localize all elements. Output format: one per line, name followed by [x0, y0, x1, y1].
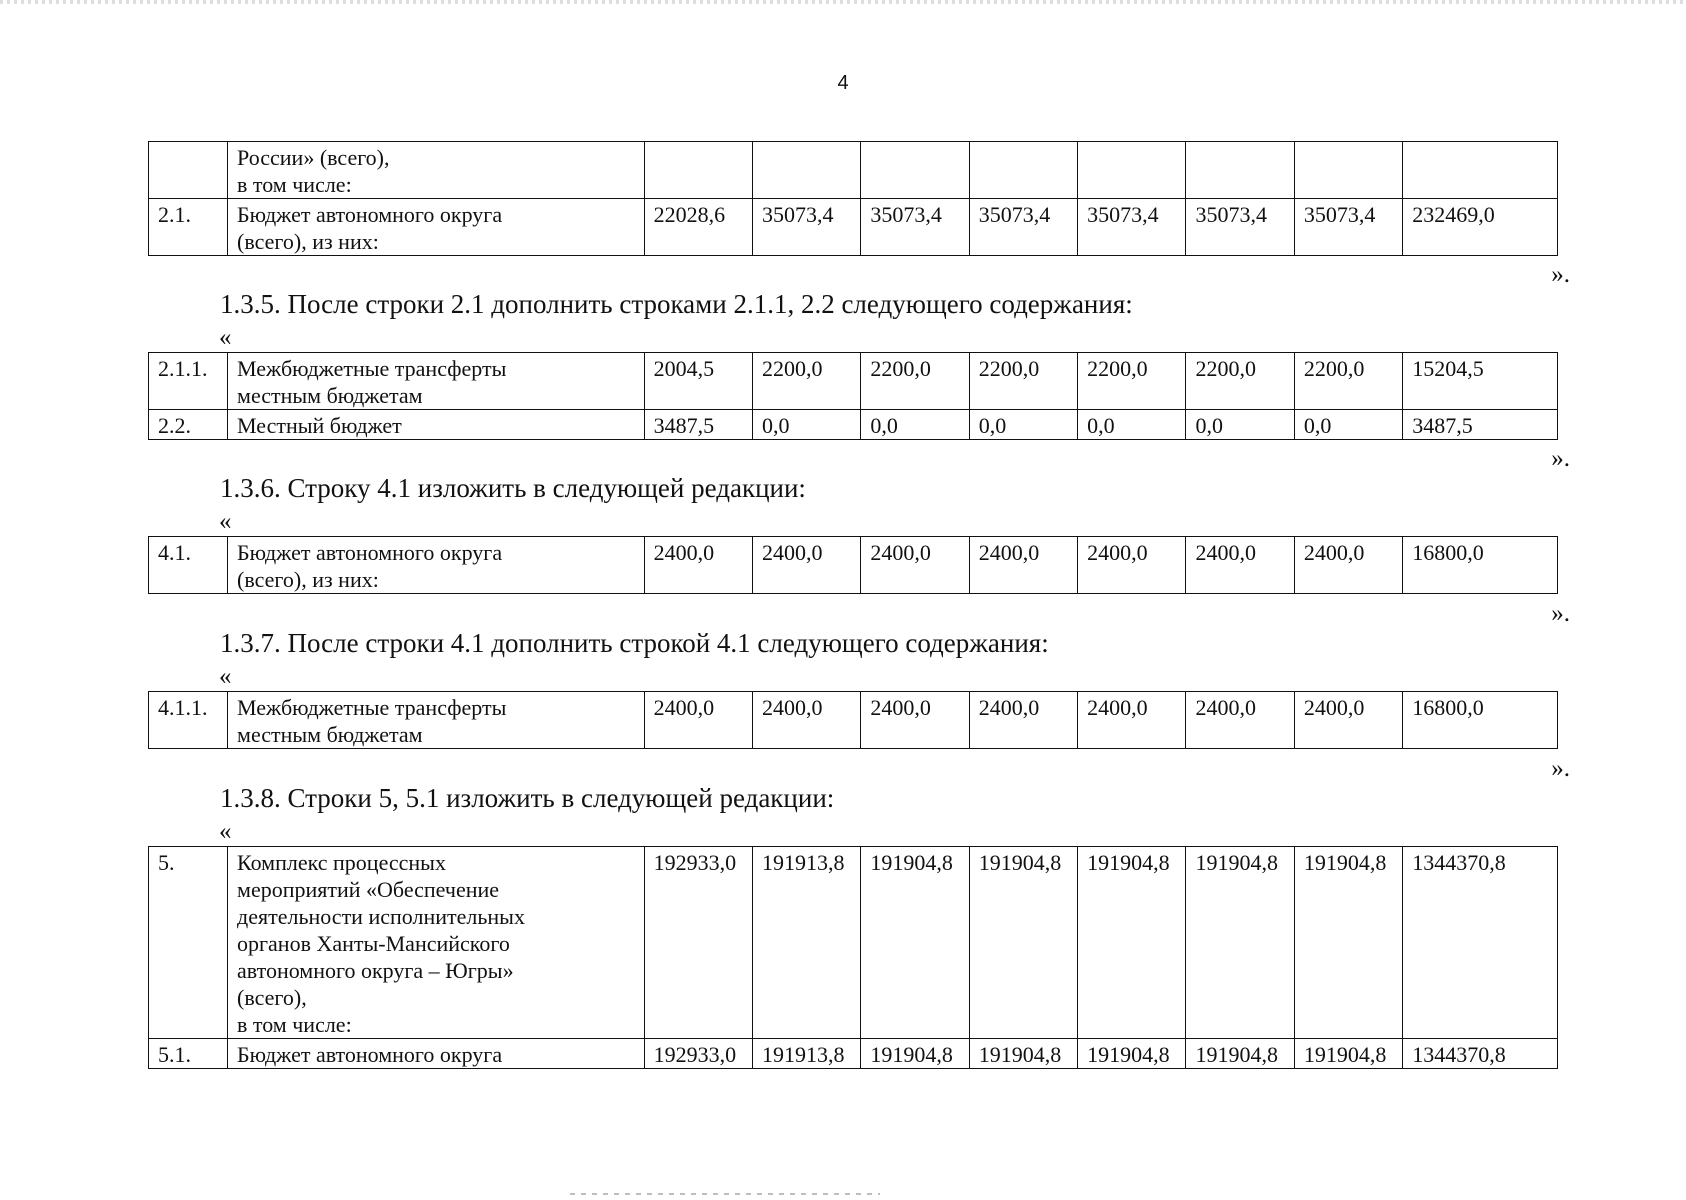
- row-name-line: автономного округа – Югры»: [237, 958, 514, 983]
- table-row: [149, 847, 1558, 1039]
- year-value-cell: 0,0: [752, 410, 860, 440]
- amendment-heading-1-3-5: 1.3.5. После строки 2.1 дополнить строками 2.1.1, 2.2 следующего содержания:: [220, 289, 1133, 319]
- row-name-line: деятельности исполнительных: [237, 904, 525, 929]
- opening-quote: «: [219, 663, 232, 690]
- year-value-cell: 2400,0: [861, 537, 969, 594]
- total-value-cell: [1403, 142, 1558, 199]
- year-value-cell: 35073,4: [969, 199, 1077, 256]
- row-name-line: (всего), из них:: [237, 229, 379, 254]
- total-value-cell: 15204,5: [1403, 353, 1558, 410]
- year-value-cell: 0,0: [1294, 410, 1402, 440]
- year-value-cell: 191904,8: [1186, 1039, 1294, 1069]
- year-value-cell: 191904,8: [969, 1039, 1077, 1069]
- row-name-cell: [228, 199, 645, 256]
- year-value-cell: 2400,0: [644, 537, 752, 594]
- closing-quote: ».: [1551, 755, 1570, 782]
- year-value-cell: 2400,0: [752, 692, 860, 749]
- year-value-cell: 2400,0: [1078, 537, 1186, 594]
- year-value-cell: 2400,0: [1186, 692, 1294, 749]
- year-value-cell: 2400,0: [1294, 692, 1402, 749]
- row-name-cell: [228, 1039, 645, 1069]
- row-name-line: Бюджет автономного округа: [237, 540, 503, 565]
- scan-bottom-noise: [570, 1193, 880, 1195]
- year-value-cell: 35073,4: [752, 199, 860, 256]
- year-value-cell: 2400,0: [752, 537, 860, 594]
- table-row: [149, 537, 1558, 594]
- row-name-cell: [228, 142, 645, 199]
- row-name-line: органов Ханты-Мансийского: [237, 931, 510, 956]
- row-name-line: России» (всего),: [237, 145, 390, 170]
- year-value-cell: [1078, 142, 1186, 199]
- year-value-cell: [861, 142, 969, 199]
- row-number-cell: 2.1.: [149, 199, 228, 256]
- total-value-cell: 1344370,8: [1403, 1039, 1558, 1069]
- budget-table-2: [148, 352, 1558, 440]
- opening-quote: «: [219, 324, 232, 351]
- total-value-cell: 232469,0: [1403, 199, 1558, 256]
- year-value-cell: 191904,8: [1294, 847, 1402, 1039]
- year-value-cell: 2400,0: [644, 692, 752, 749]
- budget-table-4: [148, 691, 1558, 749]
- year-value-cell: 35073,4: [861, 199, 969, 256]
- year-value-cell: [969, 142, 1077, 199]
- amendment-heading-1-3-8: 1.3.8. Строки 5, 5.1 изложить в следующей редакции:: [220, 783, 835, 813]
- table-row: [149, 353, 1558, 410]
- row-name-cell: [228, 847, 645, 1039]
- row-name-line: Местный бюджет: [237, 413, 402, 438]
- year-value-cell: 2400,0: [1294, 537, 1402, 594]
- year-value-cell: 0,0: [969, 410, 1077, 440]
- year-value-cell: 2400,0: [969, 537, 1077, 594]
- year-value-cell: 2400,0: [969, 692, 1077, 749]
- year-value-cell: 191904,8: [861, 847, 969, 1039]
- year-value-cell: 191904,8: [1078, 847, 1186, 1039]
- year-value-cell: 0,0: [1186, 410, 1294, 440]
- year-value-cell: 2400,0: [1078, 692, 1186, 749]
- year-value-cell: 2200,0: [1078, 353, 1186, 410]
- year-value-cell: [644, 142, 752, 199]
- row-name-cell: [228, 692, 645, 749]
- year-value-cell: 191904,8: [1078, 1039, 1186, 1069]
- total-value-cell: 16800,0: [1403, 692, 1558, 749]
- opening-quote: «: [219, 508, 232, 535]
- row-number-cell: 5.1.: [149, 1039, 228, 1069]
- table-row: [149, 142, 1558, 199]
- row-name-cell: [228, 353, 645, 410]
- row-name-line: (всего), из них:: [237, 567, 379, 592]
- row-name-line: в том числе:: [237, 1012, 352, 1037]
- year-value-cell: 35073,4: [1078, 199, 1186, 256]
- amendment-heading-1-3-6: 1.3.6. Строку 4.1 изложить в следующей редакции:: [220, 473, 806, 503]
- budget-table-1: [148, 141, 1558, 256]
- closing-quote: ».: [1551, 445, 1570, 472]
- year-value-cell: 2400,0: [861, 692, 969, 749]
- row-name-line: (всего),: [237, 985, 307, 1010]
- year-value-cell: [1186, 142, 1294, 199]
- row-number-cell: [149, 142, 228, 199]
- year-value-cell: 3487,5: [644, 410, 752, 440]
- total-value-cell: 1344370,8: [1403, 847, 1558, 1039]
- table-row: [149, 199, 1558, 256]
- year-value-cell: 2200,0: [752, 353, 860, 410]
- year-value-cell: 35073,4: [1294, 199, 1402, 256]
- year-value-cell: [752, 142, 860, 199]
- table-row: [149, 692, 1558, 749]
- closing-quote: ».: [1551, 261, 1570, 288]
- year-value-cell: 192933,0: [644, 847, 752, 1039]
- row-name-line: Межбюджетные трансферты: [237, 356, 507, 381]
- total-value-cell: 3487,5: [1403, 410, 1558, 440]
- row-name-line: местным бюджетам: [237, 383, 423, 408]
- row-name-cell: [228, 537, 645, 594]
- year-value-cell: 35073,4: [1186, 199, 1294, 256]
- year-value-cell: [1294, 142, 1402, 199]
- row-number-cell: 2.2.: [149, 410, 228, 440]
- row-number-cell: 4.1.1.: [149, 692, 228, 749]
- row-name-line: Бюджет автономного округа: [237, 202, 503, 227]
- row-name-line: в том числе:: [237, 172, 352, 197]
- amendment-heading-1-3-7: 1.3.7. После строки 4.1 дополнить строкой 4.1 следующего содержания:: [220, 628, 1049, 658]
- year-value-cell: 2400,0: [1186, 537, 1294, 594]
- year-value-cell: 22028,6: [644, 199, 752, 256]
- budget-table-3: [148, 536, 1558, 594]
- year-value-cell: 191904,8: [969, 847, 1077, 1039]
- row-name-cell: [228, 410, 645, 440]
- table-row: [149, 1039, 1558, 1069]
- year-value-cell: 191904,8: [861, 1039, 969, 1069]
- row-number-cell: 2.1.1.: [149, 353, 228, 410]
- row-name-line: мероприятий «Обеспечение: [237, 877, 500, 902]
- year-value-cell: 191913,8: [752, 1039, 860, 1069]
- opening-quote: «: [219, 818, 232, 845]
- row-name-line: местным бюджетам: [237, 722, 423, 747]
- year-value-cell: 191904,8: [1186, 847, 1294, 1039]
- row-name-line: Бюджет автономного округа: [237, 1042, 503, 1067]
- year-value-cell: 192933,0: [644, 1039, 752, 1069]
- closing-quote: ».: [1551, 600, 1570, 627]
- table-row: [149, 410, 1558, 440]
- scan-top-edge: [0, 0, 1686, 4]
- row-number-cell: 5.: [149, 847, 228, 1039]
- page-number: 4: [837, 72, 849, 94]
- row-name-line: Комплекс процессных: [237, 850, 446, 875]
- year-value-cell: 2200,0: [1294, 353, 1402, 410]
- row-name-line: Межбюджетные трансферты: [237, 695, 507, 720]
- budget-table-5: [148, 846, 1558, 1069]
- year-value-cell: 0,0: [1078, 410, 1186, 440]
- year-value-cell: 0,0: [861, 410, 969, 440]
- year-value-cell: 2200,0: [861, 353, 969, 410]
- year-value-cell: 2200,0: [1186, 353, 1294, 410]
- year-value-cell: 2004,5: [644, 353, 752, 410]
- year-value-cell: 2200,0: [969, 353, 1077, 410]
- row-number-cell: 4.1.: [149, 537, 228, 594]
- year-value-cell: 191913,8: [752, 847, 860, 1039]
- year-value-cell: 191904,8: [1294, 1039, 1402, 1069]
- total-value-cell: 16800,0: [1403, 537, 1558, 594]
